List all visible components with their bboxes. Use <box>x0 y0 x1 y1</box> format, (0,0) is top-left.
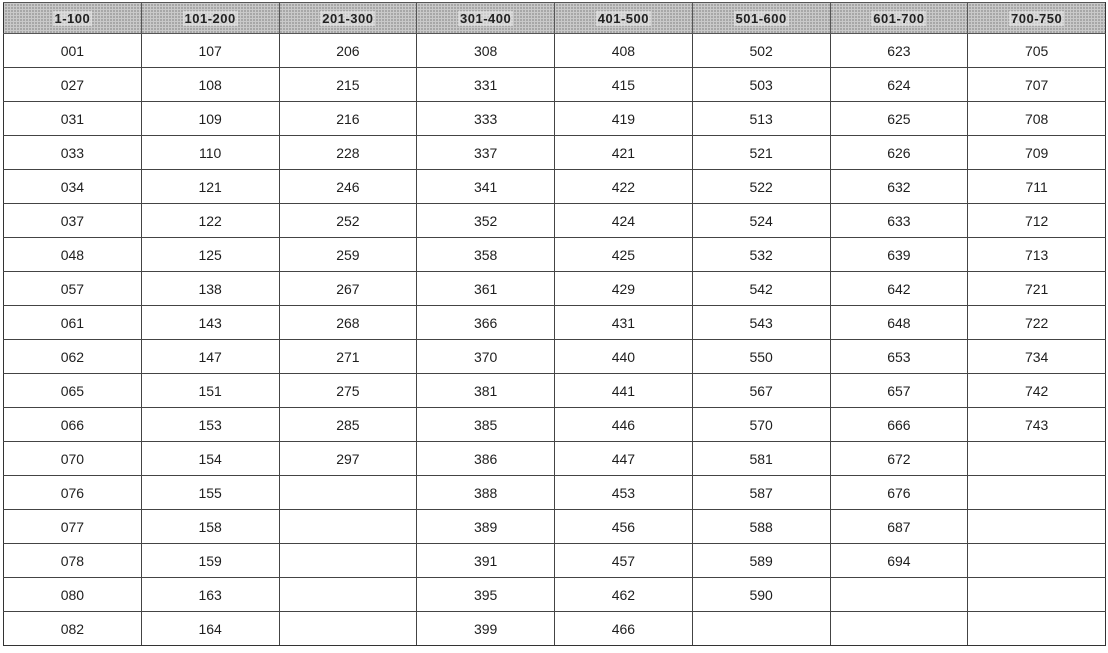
code-cell: 453 <box>555 476 693 510</box>
code-cell: 521 <box>692 136 830 170</box>
code-cell: 446 <box>555 408 693 442</box>
code-cell: 107 <box>141 34 279 68</box>
table-row <box>4 340 1106 374</box>
column-header-label: 501-600 <box>735 10 787 26</box>
code-cell: 076 <box>4 476 142 510</box>
code-cell: 078 <box>4 544 142 578</box>
code-cell: 639 <box>830 238 968 272</box>
code-cell: 153 <box>141 408 279 442</box>
code-cell: 048 <box>4 238 142 272</box>
code-cell: 415 <box>555 68 693 102</box>
code-cell: 431 <box>555 306 693 340</box>
code-table-sheet <box>3 2 1105 650</box>
header-row <box>4 3 1106 34</box>
table-row <box>4 510 1106 544</box>
empty-cell <box>279 476 417 510</box>
table-row <box>4 68 1106 102</box>
code-cell: 331 <box>417 68 555 102</box>
empty-cell <box>279 544 417 578</box>
code-cell: 711 <box>968 170 1106 204</box>
code-cell: 441 <box>555 374 693 408</box>
code-cell: 721 <box>968 272 1106 306</box>
code-cell: 159 <box>141 544 279 578</box>
empty-cell <box>968 544 1106 578</box>
empty-cell <box>279 578 417 612</box>
code-cell: 421 <box>555 136 693 170</box>
code-cell: 389 <box>417 510 555 544</box>
code-cell: 513 <box>692 102 830 136</box>
code-cell: 632 <box>830 170 968 204</box>
table-row <box>4 442 1106 476</box>
code-cell: 228 <box>279 136 417 170</box>
code-cell: 694 <box>830 544 968 578</box>
code-cell: 709 <box>968 136 1106 170</box>
column-header <box>830 3 968 34</box>
code-cell: 297 <box>279 442 417 476</box>
code-cell: 109 <box>141 102 279 136</box>
code-cell: 358 <box>417 238 555 272</box>
code-cell: 712 <box>968 204 1106 238</box>
empty-cell <box>968 442 1106 476</box>
code-cell: 337 <box>417 136 555 170</box>
code-cell: 246 <box>279 170 417 204</box>
code-cell: 268 <box>279 306 417 340</box>
column-header-label: 301-400 <box>460 10 512 26</box>
code-cell: 567 <box>692 374 830 408</box>
code-cell: 065 <box>4 374 142 408</box>
code-cell: 366 <box>417 306 555 340</box>
code-cell: 308 <box>417 34 555 68</box>
code-cell: 425 <box>555 238 693 272</box>
code-cell: 672 <box>830 442 968 476</box>
code-cell: 419 <box>555 102 693 136</box>
column-header <box>555 3 693 34</box>
code-cell: 581 <box>692 442 830 476</box>
code-cell: 713 <box>968 238 1106 272</box>
table-row <box>4 544 1106 578</box>
code-cell: 352 <box>417 204 555 238</box>
code-cell: 361 <box>417 272 555 306</box>
column-header <box>141 3 279 34</box>
table-row <box>4 102 1106 136</box>
code-cell: 154 <box>141 442 279 476</box>
code-cell: 503 <box>692 68 830 102</box>
column-header <box>968 3 1106 34</box>
table-row <box>4 170 1106 204</box>
column-header-label: 201-300 <box>322 10 374 26</box>
code-cell: 395 <box>417 578 555 612</box>
code-cell: 062 <box>4 340 142 374</box>
code-cell: 653 <box>830 340 968 374</box>
empty-cell <box>968 476 1106 510</box>
code-cell: 666 <box>830 408 968 442</box>
empty-cell <box>968 612 1106 646</box>
code-cell: 108 <box>141 68 279 102</box>
code-cell: 648 <box>830 306 968 340</box>
code-cell: 147 <box>141 340 279 374</box>
table-header <box>4 3 1106 34</box>
column-header <box>4 3 142 34</box>
empty-cell <box>968 578 1106 612</box>
code-cell: 550 <box>692 340 830 374</box>
code-cell: 440 <box>555 340 693 374</box>
code-cell: 259 <box>279 238 417 272</box>
code-cell: 381 <box>417 374 555 408</box>
table-row <box>4 204 1106 238</box>
code-cell: 138 <box>141 272 279 306</box>
column-header <box>692 3 830 34</box>
code-cell: 385 <box>417 408 555 442</box>
code-cell: 657 <box>830 374 968 408</box>
code-cell: 676 <box>830 476 968 510</box>
code-cell: 121 <box>141 170 279 204</box>
code-cell: 163 <box>141 578 279 612</box>
code-cell: 143 <box>141 306 279 340</box>
table-row <box>4 34 1106 68</box>
table-row <box>4 374 1106 408</box>
table-row <box>4 238 1106 272</box>
code-cell: 429 <box>555 272 693 306</box>
code-cell: 588 <box>692 510 830 544</box>
empty-cell <box>279 510 417 544</box>
code-cell: 034 <box>4 170 142 204</box>
code-cell: 070 <box>4 442 142 476</box>
code-cell: 623 <box>830 34 968 68</box>
table-row <box>4 578 1106 612</box>
column-header-label: 700-750 <box>1011 10 1063 26</box>
code-cell: 001 <box>4 34 142 68</box>
code-cell: 341 <box>417 170 555 204</box>
code-cell: 271 <box>279 340 417 374</box>
column-header-label: 1-100 <box>54 10 91 26</box>
code-cell: 422 <box>555 170 693 204</box>
code-cell: 388 <box>417 476 555 510</box>
code-cell: 110 <box>141 136 279 170</box>
code-cell: 447 <box>555 442 693 476</box>
code-cell: 164 <box>141 612 279 646</box>
code-cell: 456 <box>555 510 693 544</box>
code-cell: 707 <box>968 68 1106 102</box>
code-cell: 216 <box>279 102 417 136</box>
code-cell: 687 <box>830 510 968 544</box>
table-row <box>4 408 1106 442</box>
code-cell: 082 <box>4 612 142 646</box>
code-cell: 532 <box>692 238 830 272</box>
code-cell: 742 <box>968 374 1106 408</box>
code-cell: 267 <box>279 272 417 306</box>
code-cell: 589 <box>692 544 830 578</box>
code-cell: 522 <box>692 170 830 204</box>
column-header-label: 601-700 <box>873 10 925 26</box>
code-cell: 399 <box>417 612 555 646</box>
code-cell: 206 <box>279 34 417 68</box>
code-cell: 285 <box>279 408 417 442</box>
table-row <box>4 476 1106 510</box>
empty-cell <box>830 578 968 612</box>
code-cell: 624 <box>830 68 968 102</box>
code-cell: 027 <box>4 68 142 102</box>
code-cell: 155 <box>141 476 279 510</box>
table-body <box>4 34 1106 646</box>
code-cell: 570 <box>692 408 830 442</box>
code-cell: 122 <box>141 204 279 238</box>
column-header <box>417 3 555 34</box>
code-cell: 502 <box>692 34 830 68</box>
code-cell: 158 <box>141 510 279 544</box>
code-cell: 642 <box>830 272 968 306</box>
code-cell: 466 <box>555 612 693 646</box>
code-cell: 252 <box>279 204 417 238</box>
code-cell: 215 <box>279 68 417 102</box>
code-cell: 462 <box>555 578 693 612</box>
code-cell: 125 <box>141 238 279 272</box>
code-range-table <box>3 2 1106 646</box>
code-cell: 708 <box>968 102 1106 136</box>
code-cell: 057 <box>4 272 142 306</box>
code-cell: 033 <box>4 136 142 170</box>
table-row <box>4 136 1106 170</box>
code-cell: 626 <box>830 136 968 170</box>
code-cell: 587 <box>692 476 830 510</box>
code-cell: 633 <box>830 204 968 238</box>
code-cell: 061 <box>4 306 142 340</box>
code-cell: 705 <box>968 34 1106 68</box>
column-header <box>279 3 417 34</box>
code-cell: 080 <box>4 578 142 612</box>
code-cell: 424 <box>555 204 693 238</box>
code-cell: 543 <box>692 306 830 340</box>
table-row <box>4 272 1106 306</box>
empty-cell <box>279 612 417 646</box>
code-cell: 333 <box>417 102 555 136</box>
code-cell: 408 <box>555 34 693 68</box>
empty-cell <box>830 612 968 646</box>
code-cell: 077 <box>4 510 142 544</box>
code-cell: 734 <box>968 340 1106 374</box>
empty-cell <box>692 612 830 646</box>
code-cell: 386 <box>417 442 555 476</box>
empty-cell <box>968 510 1106 544</box>
code-cell: 151 <box>141 374 279 408</box>
code-cell: 457 <box>555 544 693 578</box>
code-cell: 722 <box>968 306 1106 340</box>
code-cell: 542 <box>692 272 830 306</box>
code-cell: 066 <box>4 408 142 442</box>
code-cell: 590 <box>692 578 830 612</box>
code-cell: 625 <box>830 102 968 136</box>
code-cell: 391 <box>417 544 555 578</box>
column-header-label: 101-200 <box>184 10 236 26</box>
code-cell: 037 <box>4 204 142 238</box>
table-row <box>4 612 1106 646</box>
code-cell: 370 <box>417 340 555 374</box>
table-row <box>4 306 1106 340</box>
code-cell: 524 <box>692 204 830 238</box>
code-cell: 275 <box>279 374 417 408</box>
column-header-label: 401-500 <box>597 10 649 26</box>
code-cell: 031 <box>4 102 142 136</box>
code-cell: 743 <box>968 408 1106 442</box>
